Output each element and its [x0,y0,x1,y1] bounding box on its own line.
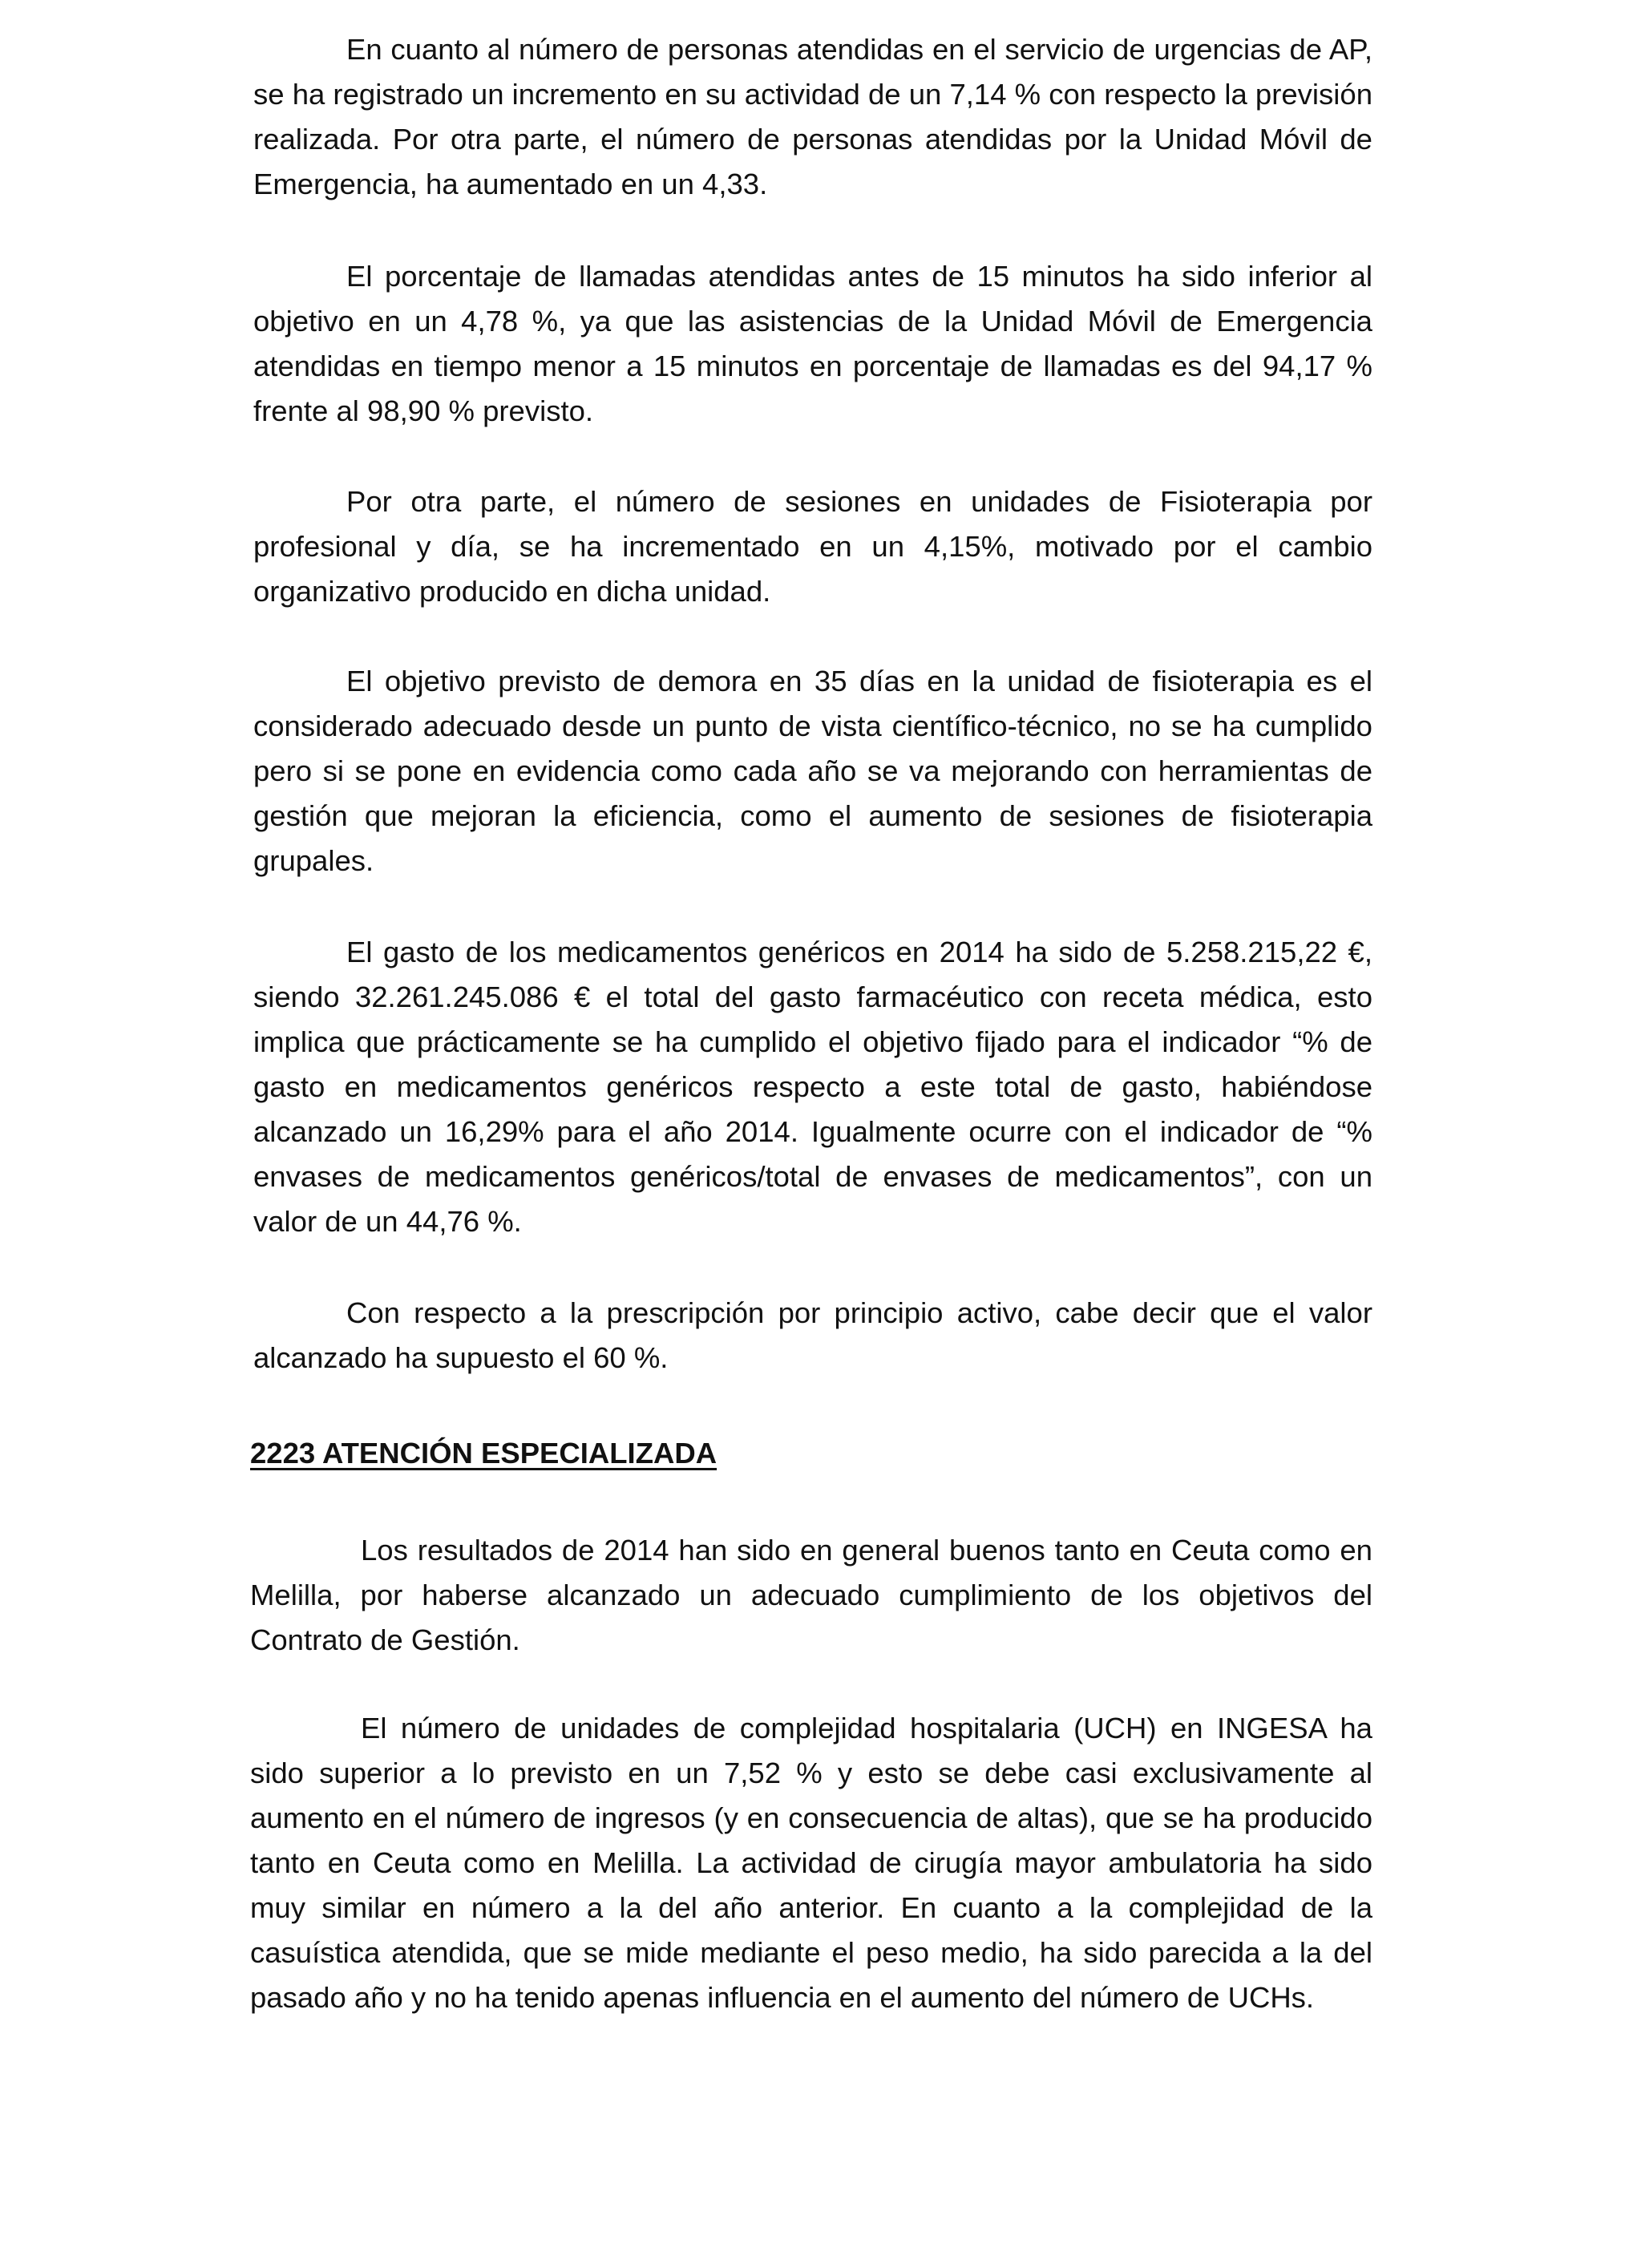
paragraph-urgencias-ap: En cuanto al número de personas atendidas en el servicio de urgencias de AP, se ha registrado un incremento en su actividad de un 7,14 % con respecto la previsión realizada. Por otra parte, el número de personas atendidas por la Unidad Móvil de Emergencia, ha aumentado en un 4,33. [253,33,1372,200]
paragraph-demora-fisioterapia: El objetivo previsto de demora en 35 días en la unidad de fisioterapia es el considerado adecuado desde un punto de vista científico-técnico, no se ha cumplido pero si se pone en evidencia como cada año se va mejorando con herramientas de gestión que mejoran la eficiencia, como el aumento de sesiones de fisioterapia grupales. [253,665,1372,877]
paragraph-llamadas-atendidas: El porcentaje de llamadas atendidas antes de 15 minutos ha sido inferior al objetivo en un 4,78 %, ya que las asistencias de la Unidad Móvil de Emergencia atendidas en tiempo menor a 15 minutos en porcentaje de llamadas es del 94,17 % frente al 98,90 % previsto. [253,260,1372,427]
paragraph-gasto-genericos: El gasto de los medicamentos genéricos en 2014 ha sido de 5.258.215,22 €, siendo 32.261.245.086 € el total del gasto farmacéutico con receta médica, esto implica que prácticamente se ha cumplido el objetivo fijado para el indicador “% de gasto en medicamentos genéricos respecto a este total de gasto, habiéndose alcanzado un 16,29% para el año 2014. Igualmente ocurre con el indicador de “% envases de medicamentos genéricos/total de envases de medicamentos”, con un valor de un 44,76 %. [253,936,1372,1238]
paragraph-principio-activo: Con respecto a la prescripción por principio activo, cabe decir que el valor alcanzado ha supuesto el 60 %. [253,1296,1372,1374]
section-heading-atencion-especializada: 2223 ATENCIÓN ESPECIALIZADA [250,1437,718,1470]
paragraph-unidades-complejidad: El número de unidades de complejidad hospitalaria (UCH) en INGESA ha sido superior a lo previsto en un 7,52 % y esto se debe casi exclusivamente al aumento en el número de ingresos (y en consecuencia de altas), que se ha producido tanto en Ceuta como en Melilla. La actividad de cirugía mayor ambulatoria ha sido muy similar en número a la del año anterior. En cuanto a la complejidad de la casuística atendida, que se mide mediante el peso medio, ha sido parecida a la del pasado año y no ha tenido apenas influencia en el aumento del número de UCHs. [250,1712,1372,2014]
paragraph-resultados-2014: Los resultados de 2014 han sido en general buenos tanto en Ceuta como en Melilla, por haberse alcanzado un adecuado cumplimiento de los objetivos del Contrato de Gestión. [250,1534,1372,1656]
paragraph-sesiones-fisioterapia: Por otra parte, el número de sesiones en unidades de Fisioterapia por profesional y día, se ha incrementado en un 4,15%, motivado por el cambio organizativo producido en dicha unidad. [253,485,1372,608]
